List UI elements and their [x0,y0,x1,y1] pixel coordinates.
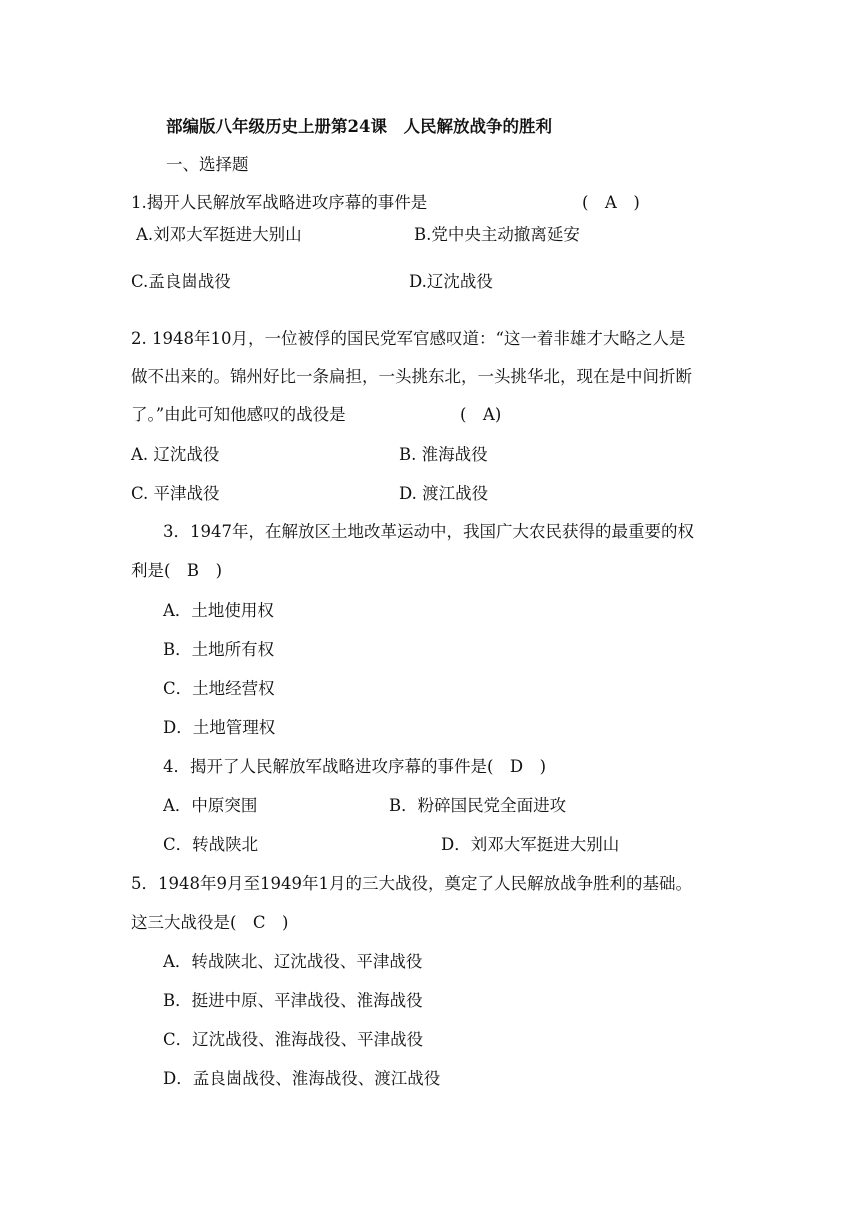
q1-option-c: C.孟良崮战役 [131,272,231,291]
q1-stem: 1.揭开人民解放军战略进攻序幕的事件是 [131,193,428,212]
q2-option-d: D. 渡江战役 [399,484,489,503]
q5-option-c: C．辽沈战役、淮海战役、平津战役 [163,1030,424,1049]
q5-option-b: B．挺进中原、平津战役、淮海战役 [163,991,423,1010]
q3-option-d: D．土地管理权 [163,718,276,737]
page-title: 部编版八年级历史上册第24课 人民解放战争的胜利 [166,117,552,136]
q4-option-d: D．刘邓大军挺进大别山 [441,835,620,854]
q1-option-d: D.辽沈战役 [409,272,493,291]
q2-stem-line1: 2. 1948年10月，一位被俘的国民党军官感叹道：“这一着非雄才大略之人是 [131,329,686,348]
q2-stem-line2: 做不出来的。锦州好比一条扁担，一头挑东北，一头挑华北，现在是中间折断 [131,367,692,386]
q3-option-b: B．土地所有权 [163,640,275,659]
q1-option-b: B.党中央主动撤离延安 [414,225,580,244]
q2-option-c: C. 平津战役 [131,484,220,503]
q1-answer: ( A ) [582,193,640,212]
q3-option-a: A．土地使用权 [163,601,274,620]
q3-option-c: C．土地经营权 [163,679,275,698]
q2-option-b: B. 淮海战役 [399,445,488,464]
q4-stem: 4．揭开了人民解放军战略进攻序幕的事件是( D ) [163,757,547,776]
q2-stem-line3: 了。”由此可知他感叹的战役是 [131,405,346,424]
q3-stem-line1: 3．1947年，在解放区土地改革运动中，我国广大农民获得的最重要的权 [163,522,694,541]
q2-option-a: A. 辽沈战役 [131,445,220,464]
section-heading: 一、选择题 [166,155,249,174]
q3-stem-line2: 利是( B ) [131,561,222,580]
q1-option-a: A.刘邓大军挺进大别山 [136,225,302,244]
q5-option-a: A．转战陕北、辽沈战役、平津战役 [163,952,423,971]
q4-option-b: B．粉碎国民党全面进攻 [389,796,567,815]
q5-option-d: D．孟良崮战役、淮海战役、渡江战役 [163,1069,441,1088]
q2-answer: ( A) [460,405,502,424]
q4-option-c: C．转战陕北 [163,835,259,854]
q4-option-a: A．中原突围 [163,796,258,815]
q5-stem-line2: 这三大战役是( C ) [131,913,289,932]
q5-stem-line1: 5．1948年9月至1949年1月的三大战役，奠定了人民解放战争胜利的基础。 [131,874,692,893]
